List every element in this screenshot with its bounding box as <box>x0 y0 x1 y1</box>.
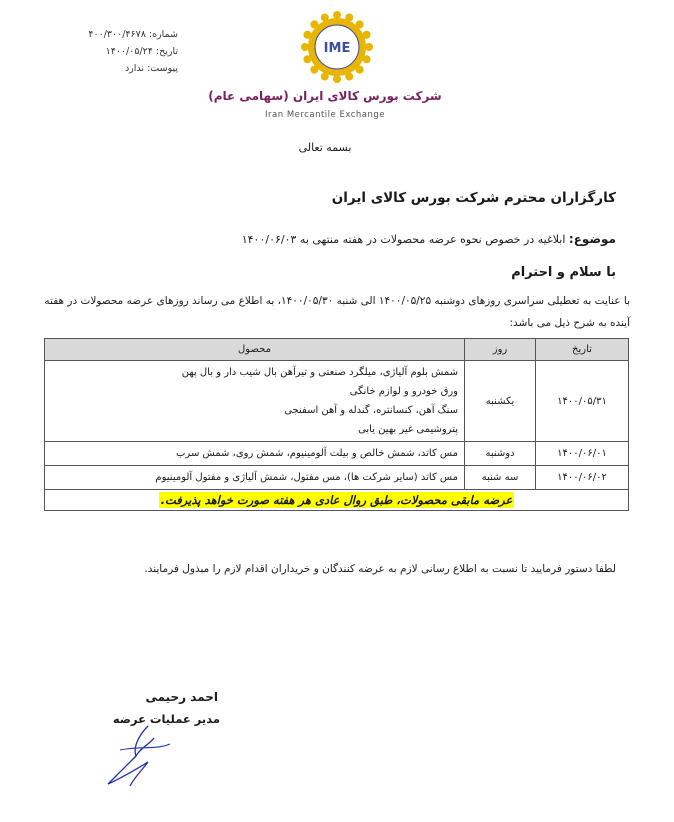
product-item: پتروشیمی غیر بهین یابی <box>358 424 458 435</box>
logo-gear-tooth-icon <box>363 55 371 63</box>
logo-gear-tooth-icon <box>345 73 353 81</box>
date-label: تاریخ: <box>155 46 178 57</box>
table-row <box>45 442 629 466</box>
header-product: محصول <box>45 339 465 361</box>
addressee: کارگزاران محترم شرکت بورس کالای ایران <box>331 190 616 206</box>
row-products <box>45 466 465 490</box>
table-row <box>45 466 629 490</box>
row-day: سه شنبه <box>465 466 536 490</box>
logo-gear-tooth-icon <box>301 43 309 51</box>
number-label: شماره: <box>148 29 178 40</box>
logo-gear-tooth-icon <box>321 13 329 21</box>
row-date: ۱۴۰۰/۰۶/۰۲ <box>536 466 629 490</box>
letter-date <box>28 43 178 60</box>
ime-logo <box>300 10 374 84</box>
handwritten-signature <box>78 688 218 798</box>
subject-line <box>36 232 616 246</box>
company-name-fa: شرکت بورس کالای ایران (سهامی عام) <box>208 89 442 103</box>
number-value: ۴۰۰/۳۰۰/۴۶۷۸ <box>88 29 146 40</box>
logo-gear-tooth-icon <box>345 13 353 21</box>
subject-text: ابلاغیه در خصوص نحوه عرضه محصولات در هفته منتهی به ۱۴۰۰/۰۶/۰۳ <box>241 233 566 246</box>
table-row <box>45 361 629 442</box>
logo-gear-tooth-icon <box>356 66 364 74</box>
row-day: یکشنبه <box>465 361 536 442</box>
letter-meta <box>28 26 178 77</box>
header-day: روز <box>465 339 536 361</box>
basmala: بسمه تعالی <box>298 141 352 154</box>
signatory-title: مدیر عملیات عرضه <box>112 712 220 726</box>
schedule-table <box>44 338 629 511</box>
body-paragraph: با عنایت به تعطیلی سراسری روزهای دوشنبه ۱۴۰۰/۰۵/۲۵ الی شنبه ۱۴۰۰/۰۵/۳۰، به اطلاع می رساند روزهای عرضه محصولات در هفته آینده به شرح ذیل می باشد: <box>44 295 630 329</box>
signatory-name: احمد رحیمی <box>145 690 218 704</box>
product-item: ورق خودرو و لوازم خانگی <box>349 386 458 397</box>
greeting: با سلام و احترام <box>511 265 616 280</box>
row-products <box>45 361 465 442</box>
letter-number <box>28 26 178 43</box>
logo-gear-tooth-icon <box>303 31 311 39</box>
logo-gear-tooth-icon <box>333 75 341 83</box>
row-day: دوشنبه <box>465 442 536 466</box>
header-date: تاریخ <box>536 339 629 361</box>
product-item: شمش بلوم آلیاژی، میلگرد صنعتی و تیرآهن بال شیب دار و بال پهن <box>181 367 458 378</box>
logo-gear-tooth-icon <box>321 73 329 81</box>
table-header-row <box>45 339 629 361</box>
row-date: ۱۴۰۰/۰۵/۳۱ <box>536 361 629 442</box>
table-note-row <box>45 490 629 511</box>
logo-gear-tooth-icon <box>310 20 318 28</box>
product-item: سنگ آهن، کنسانتره، گندله و آهن اسفنجی <box>284 405 458 416</box>
letter-attachment <box>28 60 178 77</box>
product-item: مس کاتد (سایر شرکت ها)، مس مفتول، شمش آلیاژی و مفتول آلومینیوم <box>155 472 458 483</box>
closing-paragraph: لطفا دستور فرمایید تا نسبت به اطلاع رسانی لازم به عرضه کنندگان و خریداران اقدام لازم را مبذول فرمایند. <box>144 563 616 575</box>
date-value: ۱۴۰۰/۰۵/۲۴ <box>105 46 153 57</box>
subject-label: موضوع: <box>568 232 616 246</box>
row-products <box>45 442 465 466</box>
logo-gear-tooth-icon <box>356 20 364 28</box>
logo-gear-tooth-icon <box>303 55 311 63</box>
attachment-value: ندارد <box>124 63 145 74</box>
logo-gear-tooth-icon <box>310 66 318 74</box>
logo-gear-tooth-icon <box>363 31 371 39</box>
logo-gear-tooth-icon <box>333 11 341 19</box>
attachment-label: پیوست: <box>147 63 178 74</box>
row-date: ۱۴۰۰/۰۶/۰۱ <box>536 442 629 466</box>
logo-gear-tooth-icon <box>365 43 373 51</box>
company-name-en: Iran Mercantile Exchange <box>265 110 385 120</box>
highlighted-note: عرضه مابقی محصولات، طبق روال عادی هر هفته صورت خواهد پذیرفت. <box>160 493 513 507</box>
table-note-cell <box>45 490 629 511</box>
product-item: مس کاتد، شمش خالص و بیلت آلومینیوم، شمش روی، شمش سرب <box>176 448 458 459</box>
logo-text: IME <box>323 41 351 56</box>
